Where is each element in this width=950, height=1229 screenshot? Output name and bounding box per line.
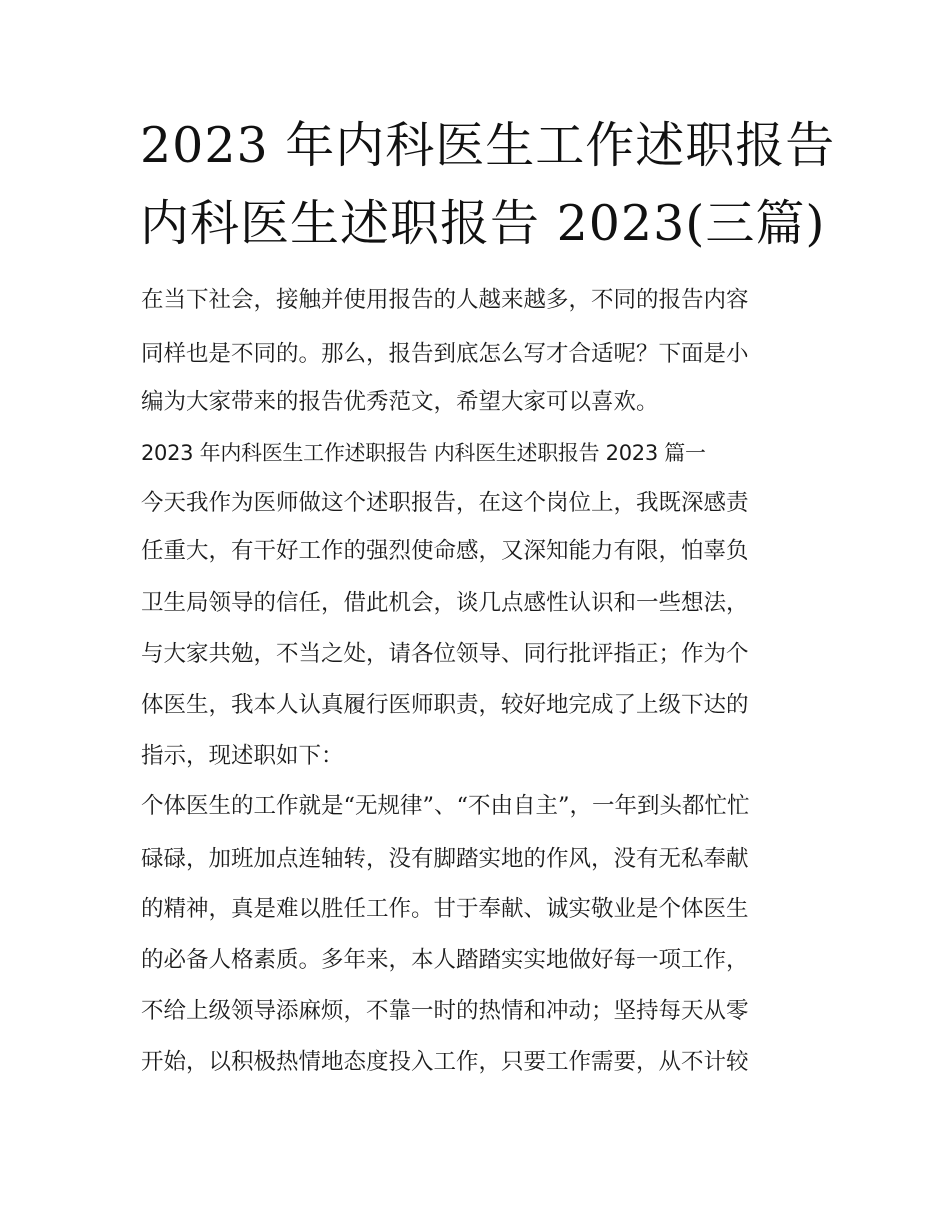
document-title-line-1: 2023 年内科医生工作述职报告 [140,117,836,174]
body-line-1: 今天我作为医师做这个述职报告，在这个岗位上，我既深感责 [141,490,749,516]
body-line-9: 的精神，真是难以胜任工作。甘于奉献、诚实敬业是个体医生 [141,896,749,922]
document-title-line-2: 内科医生述职报告 2023(三篇) [140,195,826,252]
body-line-7: 个体医生的工作就是“无规律”、“不由自主”，一年到头都忙忙 [141,793,750,819]
body-line-3: 卫生局领导的信任，借此机会，谈几点感性认识和一些想法， [141,590,749,616]
body-line-12: 开始，以积极热情地态度投入工作，只要工作需要，从不计较 [141,1049,749,1075]
section-heading: 2023 年内科医生工作述职报告 内科医生述职报告 2023 篇一 [141,441,706,465]
body-line-8: 碌碌，加班加点连轴转，没有脚踏实地的作风，没有无私奉献 [141,846,749,872]
body-line-4: 与大家共勉，不当之处，请各位领导、同行批评指正；作为个 [141,641,749,667]
body-line-10: 的必备人格素质。多年来，本人踏踏实实地做好每一项工作， [141,947,749,973]
body-line-5: 体医生，我本人认真履行医师职责，较好地完成了上级下达的 [141,692,749,718]
intro-line-3: 编为大家带来的报告优秀范文，希望大家可以喜欢。 [141,389,659,415]
intro-line-1: 在当下社会，接触并使用报告的人越来越多，不同的报告内容 [141,287,749,313]
intro-line-2: 同样也是不同的。那么，报告到底怎么写才合适呢？下面是小 [141,341,749,367]
body-line-11: 不给上级领导添麻烦，不靠一时的热情和冲动；坚持每天从零 [141,998,749,1024]
body-line-6: 指示，现述职如下： [141,743,344,769]
body-line-2: 任重大，有干好工作的强烈使命感，又深知能力有限，怕辜负 [141,538,749,564]
